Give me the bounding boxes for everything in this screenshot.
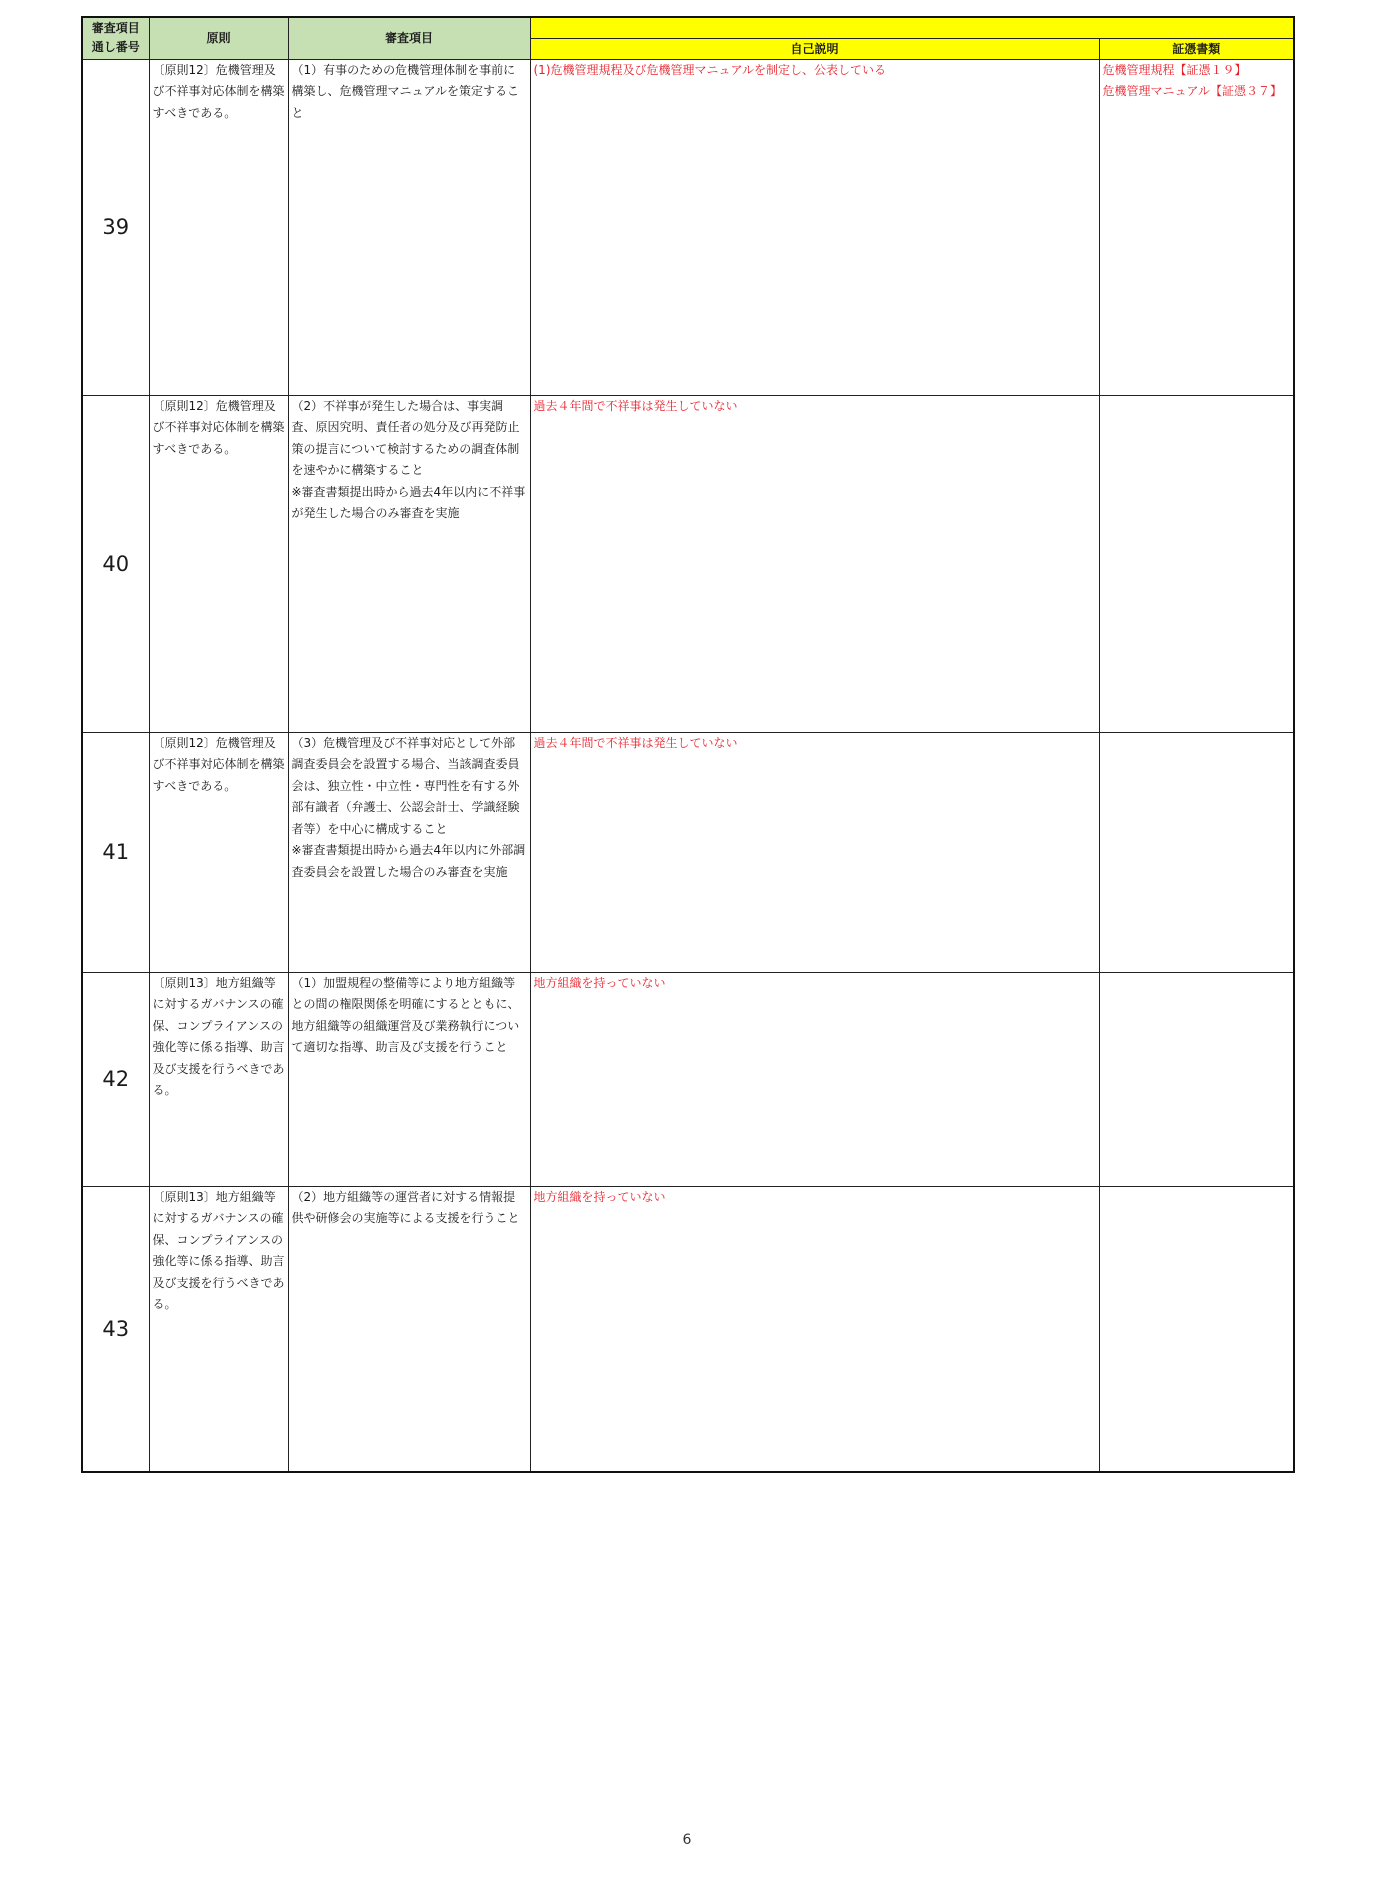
row-evidence bbox=[1099, 1186, 1294, 1472]
row-number: 41 bbox=[82, 732, 149, 972]
table-row bbox=[82, 732, 1294, 972]
row-review-item-note: ※審査書類提出時から過去4年以内に不祥事が発生した場合のみ審査を実施 bbox=[291, 484, 526, 521]
row-evidence bbox=[1099, 732, 1294, 972]
row-review-item: （2）地方組織等の運営者に対する情報提供や研修会の実施等による支援を行うこと bbox=[288, 1186, 530, 1472]
header-evidence: 証憑書類 bbox=[1099, 38, 1294, 59]
row-self-explanation: 過去４年間で不祥事は発生していない bbox=[530, 395, 1099, 732]
review-table bbox=[81, 16, 1295, 1473]
row-evidence bbox=[1099, 972, 1294, 1186]
row-review-item: （1）有事のための危機管理体制を事前に構築し、危機管理マニュアルを策定すること bbox=[288, 59, 530, 395]
row-principle: 〔原則12〕危機管理及び不祥事対応体制を構築すべきである。 bbox=[149, 732, 288, 972]
row-principle: 〔原則13〕地方組織等に対するガバナンスの確保、コンプライアンスの強化等に係る指導、助言及び支援を行うべきである。 bbox=[149, 972, 288, 1186]
row-evidence bbox=[1099, 59, 1294, 395]
row-number: 40 bbox=[82, 395, 149, 732]
header-serial-label-line1: 審査項目 bbox=[91, 21, 140, 36]
row-principle: 〔原則12〕危機管理及び不祥事対応体制を構築すべきである。 bbox=[149, 395, 288, 732]
page-number: 6 bbox=[682, 1832, 692, 1848]
header-yellow-band bbox=[530, 17, 1294, 38]
row-review-item-note: ※審査書類提出時から過去4年以内に外部調査委員会を設置した場合のみ審査を実施 bbox=[291, 843, 526, 880]
row-evidence-line2: 危機管理マニュアル【証憑３７】 bbox=[1102, 84, 1283, 99]
header-self-explanation: 自己説明 bbox=[530, 38, 1099, 59]
row-principle: 〔原則12〕危機管理及び不祥事対応体制を構築すべきである。 bbox=[149, 59, 288, 395]
row-review-item bbox=[288, 395, 530, 732]
row-principle: 〔原則13〕地方組織等に対するガバナンスの確保、コンプライアンスの強化等に係る指導、助言及び支援を行うべきである。 bbox=[149, 1186, 288, 1472]
header-review-item: 審査項目 bbox=[288, 17, 530, 59]
row-self-explanation: 地方組織を持っていない bbox=[530, 1186, 1099, 1472]
row-review-item-text: （3）危機管理及び不祥事対応として外部調査委員会を設置する場合、当該調査委員会は、独立性・中立性・専門性を有する外部有識者（弁護士、公認会計士、学識経験者等）を中心に構成すること bbox=[291, 735, 520, 836]
row-self-explanation: (1)危機管理規程及び危機管理マニュアルを制定し、公表している bbox=[530, 59, 1099, 395]
header-principle: 原則 bbox=[149, 17, 288, 59]
table-row bbox=[82, 1186, 1294, 1472]
header-serial-number bbox=[82, 17, 149, 59]
table-row bbox=[82, 59, 1294, 395]
header-serial-label-line2: 通し番号 bbox=[91, 40, 140, 55]
row-evidence bbox=[1099, 395, 1294, 732]
row-review-item-text: （2）不祥事が発生した場合は、事実調査、原因究明、責任者の処分及び再発防止策の提言について検討するための調査体制を速やかに構築すること bbox=[291, 398, 520, 478]
table-row bbox=[82, 972, 1294, 1186]
row-self-explanation: 地方組織を持っていない bbox=[530, 972, 1099, 1186]
table-row bbox=[82, 395, 1294, 732]
row-number: 39 bbox=[82, 59, 149, 395]
row-self-explanation: 過去４年間で不祥事は発生していない bbox=[530, 732, 1099, 972]
row-evidence-line1: 危機管理規程【証憑１９】 bbox=[1102, 62, 1247, 77]
row-number: 42 bbox=[82, 972, 149, 1186]
row-review-item bbox=[288, 732, 530, 972]
row-review-item: （1）加盟規程の整備等により地方組織等との間の権限関係を明確にするとともに、地方組織等の組織運営及び業務執行について適切な指導、助言及び支援を行うこと bbox=[288, 972, 530, 1186]
row-number: 43 bbox=[82, 1186, 149, 1472]
